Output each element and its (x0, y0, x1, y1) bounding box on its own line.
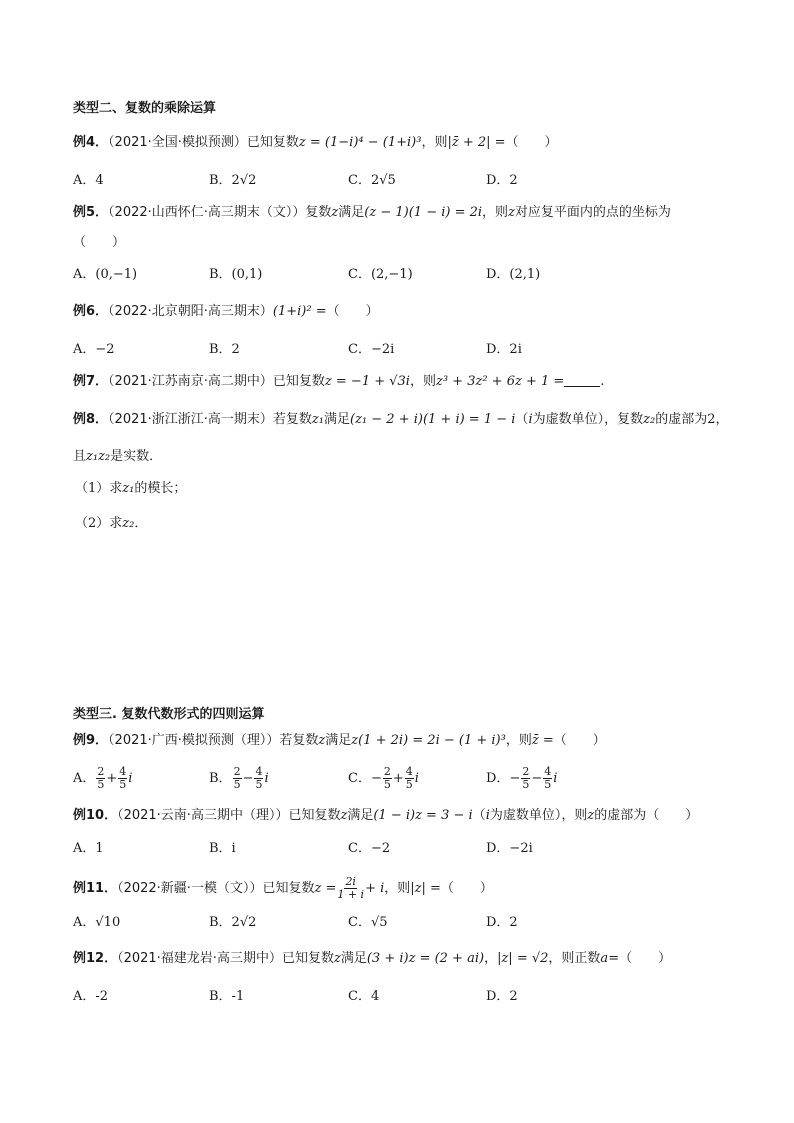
imaginary-unit: i (553, 771, 558, 786)
example-4-stem (73, 134, 558, 152)
option-b: B．(0,1) (209, 267, 263, 282)
fill-in-blank (564, 386, 600, 387)
stem-text: ，则 (409, 374, 436, 389)
example-label: 例9． (73, 733, 109, 748)
stem-text: （ (472, 808, 486, 823)
answer-bracket: （ ） (553, 733, 606, 748)
fraction (383, 766, 392, 791)
answer-bracket: （ ） (440, 881, 493, 896)
variable: z (331, 205, 339, 220)
example-8-question-1 (75, 480, 186, 498)
variable: z₂ (643, 412, 656, 427)
example-source: （2022·山西怀仁·高三期末（文）） (108, 205, 306, 220)
example-8-question-2 (75, 515, 147, 533)
variable: z₁ (311, 412, 324, 427)
stem-text: ，则 (421, 135, 448, 150)
formula: (1 − i)z = 3 − i (373, 808, 473, 823)
formula: (1+i)² = (272, 304, 327, 319)
stem-text: 若复数 (279, 733, 319, 748)
fraction (118, 766, 127, 791)
fraction-denominator: 1 + i (337, 888, 365, 901)
example-11-stem (73, 876, 493, 902)
value: 2 (707, 412, 716, 427)
stem-text: 满足 (338, 205, 365, 220)
option-letter: C． (348, 771, 371, 786)
fraction (233, 766, 242, 791)
stem-text: ． (134, 516, 148, 531)
operator: − (242, 771, 254, 786)
operator: + (392, 771, 404, 786)
variable: z (318, 733, 326, 748)
fraction (543, 766, 552, 791)
example-6-stem (73, 303, 379, 321)
stem-text: 已知复数 (281, 951, 334, 966)
option-c: C．√5 (348, 915, 388, 930)
fraction-numerator: 4 (255, 765, 263, 778)
stem-text: 是实数． (110, 449, 163, 464)
option-c: C．4 (348, 989, 380, 1004)
stem-text: 对应复平面内的点的坐标为 (514, 205, 671, 220)
section-title-type3: 类型三. 复数代数形式的四则运算 (73, 707, 265, 722)
option-letter: B． (209, 771, 232, 786)
variable: z (587, 808, 595, 823)
operator: − (531, 771, 543, 786)
answer-bracket: （ ） (505, 135, 558, 150)
variable: z (333, 951, 341, 966)
fraction-numerator: 2 (383, 765, 391, 778)
stem-text: 的模长； (134, 481, 187, 496)
example-label: 例7． (73, 374, 109, 389)
example-source: （2021·云南·高三期中（理）） (117, 808, 289, 823)
stem-text: ， (715, 412, 729, 427)
option-a: A．√10 (73, 915, 121, 930)
formula: (z − 1)(1 − i) = 2i (364, 205, 483, 220)
variable: i (485, 808, 490, 823)
option-d (486, 766, 557, 791)
stem-text: 复数 (305, 205, 332, 220)
example-8-line2 (73, 448, 162, 466)
fraction (337, 876, 364, 901)
fraction (521, 766, 530, 791)
fraction-denominator: 5 (544, 778, 552, 791)
answer-bracket: （ ） (326, 304, 379, 319)
fraction-numerator: 4 (405, 765, 413, 778)
formula: + i (365, 881, 385, 896)
formula: z = (1−i)⁴ − (1+i)³ (298, 135, 422, 150)
stem-text: 的虚部为 (655, 412, 708, 427)
formula: |z| = √2 (497, 951, 549, 966)
option-a: A．1 (73, 841, 104, 856)
fraction (405, 766, 414, 791)
fraction-denominator: 5 (255, 778, 263, 791)
example-label: 例12． (73, 951, 118, 966)
option-d: D．−2i (486, 841, 533, 856)
stem-text: 满足 (340, 951, 367, 966)
option-b (209, 766, 269, 791)
stem-text: 满足 (323, 412, 350, 427)
option-a: A．(0,−1) (73, 267, 138, 282)
fraction-numerator: 2 (233, 765, 241, 778)
fraction-denominator: 5 (119, 778, 127, 791)
option-a: A．4 (73, 173, 104, 188)
example-8-stem (73, 411, 729, 429)
option-c: C．−2 (348, 841, 391, 856)
example-label: 例10． (73, 808, 118, 823)
variable: i (528, 412, 533, 427)
variable: z₂ (122, 516, 135, 531)
imaginary-unit: i (414, 771, 419, 786)
stem-text: ，则 (505, 733, 532, 748)
formula: (z₁ − 2 + i)(1 + i) = 1 − i (350, 412, 516, 427)
stem-text: 为虚数单位），复数 (532, 412, 644, 427)
example-5-stem (73, 204, 671, 222)
answer-bracket: =（ ） (608, 951, 672, 966)
option-a (73, 766, 132, 791)
fraction-numerator: 4 (544, 765, 552, 778)
example-label: 例11． (73, 881, 118, 896)
example-source: （2022·新疆·一模（文）） (117, 881, 263, 896)
stem-text: ，则 (384, 881, 411, 896)
fraction-numerator: 2i (345, 875, 356, 888)
stem-text: 为虚数单位），则 (489, 808, 588, 823)
stem-text: 的虚部为（ ） (594, 808, 699, 823)
stem-text: 已知复数 (288, 808, 341, 823)
variable: z (340, 808, 348, 823)
stem-text: 若复数 (272, 412, 312, 427)
option-c: C．(2,−1) (348, 267, 413, 282)
example-9-stem (73, 732, 606, 750)
stem-text: ，则正数 (548, 951, 601, 966)
example-source: （2021·江苏南京·高二期中） (108, 374, 273, 389)
formula: z = −1 + √3i (324, 374, 410, 389)
stem-text: 且 (73, 449, 87, 464)
sign: − (509, 771, 521, 786)
fraction-denominator: 5 (522, 778, 530, 791)
fraction (96, 766, 105, 791)
option-b: B．i (209, 841, 236, 856)
option-d: D．2i (486, 342, 522, 357)
option-d: D．(2,1) (486, 267, 541, 282)
stem-text: . (600, 374, 605, 389)
stem-text: ， (484, 951, 498, 966)
variable: z (508, 205, 515, 220)
fraction-numerator: 2 (97, 765, 105, 778)
example-label: 例8． (73, 412, 109, 427)
section-title-type2: 类型二、复数的乘除运算 (73, 101, 217, 116)
fraction (254, 766, 263, 791)
option-b: B．2 (209, 342, 240, 357)
formula: |z̄ + 2| = (447, 135, 506, 150)
sign: − (370, 771, 382, 786)
fraction-denominator: 5 (233, 778, 241, 791)
fraction-denominator: 5 (383, 778, 391, 791)
fraction-numerator: 4 (119, 765, 127, 778)
example-source: （2021·全国·模拟预测） (108, 135, 247, 150)
option-d: D．2 (486, 173, 518, 188)
option-c (348, 766, 419, 791)
option-d: D．2 (486, 989, 518, 1004)
option-d: D．2 (486, 915, 518, 930)
example-source: （2022·北京朝阳·高三期末） (108, 304, 273, 319)
stem-text: 已知复数 (272, 374, 325, 389)
option-b: B．-1 (209, 989, 245, 1004)
formula: z = (314, 881, 337, 896)
option-letter: A． (73, 771, 96, 786)
example-label: 例5． (73, 205, 109, 220)
example-label: 例6． (73, 304, 109, 319)
stem-text: 满足 (347, 808, 374, 823)
option-a: A．-2 (73, 989, 109, 1004)
option-b: B．2√2 (209, 915, 257, 930)
example-source: （2021·福建龙岩·高三期中） (117, 951, 282, 966)
stem-text: （ (515, 412, 529, 427)
example-10-stem (73, 807, 698, 825)
option-letter: D． (486, 771, 510, 786)
stem-text: 满足 (325, 733, 352, 748)
stem-text: （2）求 (75, 516, 123, 531)
example-7-stem (73, 373, 604, 391)
stem-text: 已知复数 (246, 135, 299, 150)
variable: z₁ (122, 481, 135, 496)
stem-text: （1）求 (75, 481, 123, 496)
formula: z̄ = (531, 733, 554, 748)
example-label: 例4． (73, 135, 109, 150)
formula: (3 + i)z = (2 + ai) (366, 951, 485, 966)
operator: + (106, 771, 118, 786)
fraction-denominator: 5 (97, 778, 105, 791)
fraction-denominator: 5 (405, 778, 413, 791)
formula: z³ + 3z² + 6z + 1 = (435, 374, 565, 389)
stem-text: ，则 (482, 205, 509, 220)
example-12-stem (73, 950, 671, 968)
stem-text: 已知复数 (262, 881, 315, 896)
fraction-numerator: 2 (522, 765, 530, 778)
option-c: C．−2i (348, 342, 395, 357)
option-b: B．2√2 (209, 173, 257, 188)
option-c: C．2√5 (348, 173, 396, 188)
example-source: （2021·广西·模拟预测（理）） (108, 733, 280, 748)
variable: a (600, 951, 609, 966)
option-a: A．−2 (73, 342, 115, 357)
formula: |z| = (410, 881, 441, 896)
variable: z₁z₂ (86, 449, 111, 464)
answer-bracket: （ ） (73, 235, 126, 250)
example-source: （2021·浙江浙江·高一期末） (108, 412, 273, 427)
imaginary-unit: i (128, 771, 133, 786)
imaginary-unit: i (264, 771, 269, 786)
formula: z(1 + 2i) = 2i − (1 + i)³ (351, 733, 506, 748)
